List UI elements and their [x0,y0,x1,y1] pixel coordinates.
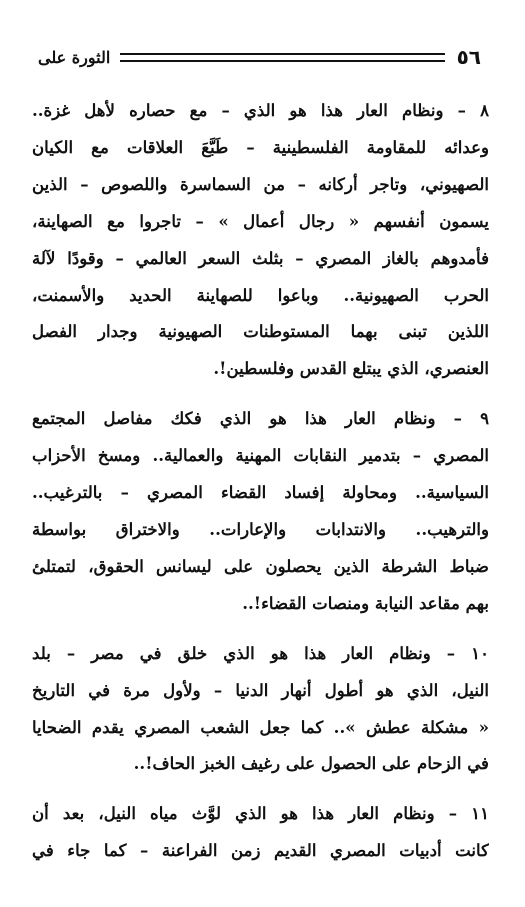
text-line: اللذين تبنى بهما المستوطنات الصهيونية وجدار الفصل [32,321,489,342]
text-line: في الزحام على الحصول على رغيف الخبز الحاف!.. [133,753,489,774]
paragraph-11 [32,795,489,869]
text-line: والترهيب.. والانتدابات والإعارات.. والاختراق بواسطة [32,518,489,539]
text-line: « مشكلة عطش ».. كما جعل الشعب المصري يقدم الضحايا [32,716,489,737]
text-line: وعدائه للمقاومة الفلسطينية – طَبَّعَ العلاقات مع الكيان [32,136,489,157]
text-line: الحرب الصهيونية.. وباعوا للصهاينة الحديد والأسمنت، [32,284,489,305]
text-line: كانت أدبيات المصري القديم زمن الفراعنة – كما جاء في [32,840,489,861]
running-title: الثورة على [38,47,111,67]
text-line: ١١ – ونظام العار هذا هو الذي لوَّث مياه النيل، بعد أن [32,803,489,824]
body-text [32,92,489,882]
text-line: بهم مقاعد النيابة ومنصات القضاء!.. [242,592,489,613]
text-line: ضباط الشرطة الذين يحصلون على ليسانس الحقوق، لتمتلئ [32,555,489,576]
paragraph-8 [32,92,489,387]
header-double-rule [120,53,444,62]
text-line: ٩ – ونظام العار هذا هو الذي فكك مفاصل المجتمع [32,408,489,429]
text-line: ١٠ – ونظام العار هذا هو الذي خلق في مصر – بلد [32,642,489,663]
text-line: المصري – بتدمير النقابات المهنية والعمالية.. ومسخ الأحزاب [32,445,489,466]
text-line: السياسية.. ومحاولة إفساد القضاء المصري – بالترغيب.. [32,482,489,503]
text-line: ٨ – ونظام العار هذا هو الذي – مع حصاره لأهل غزة.. [32,100,489,120]
text-line: العنصري، الذي يبتلع القدس وفلسطين!. [213,358,489,379]
text-line: يسمون أنفسهم « رجال أعمال » – تاجروا مع الصهاينة، [32,210,489,231]
text-line: الصهيوني، وتاجر أركانه – من السماسرة واللصوص – الذين [32,173,489,194]
text-line: النيل، الذي هو أطول أنهار الدنيا – ولأول مرة في التاريخ [32,679,489,700]
text-line: فأمدوهم بالغاز المصري – بثلث السعر العالمي – وقودًا لآلة [32,247,489,268]
paragraph-9 [32,400,489,621]
page-number: ٥٦ [456,45,481,69]
page-header [38,40,481,74]
paragraph-10 [32,635,489,783]
